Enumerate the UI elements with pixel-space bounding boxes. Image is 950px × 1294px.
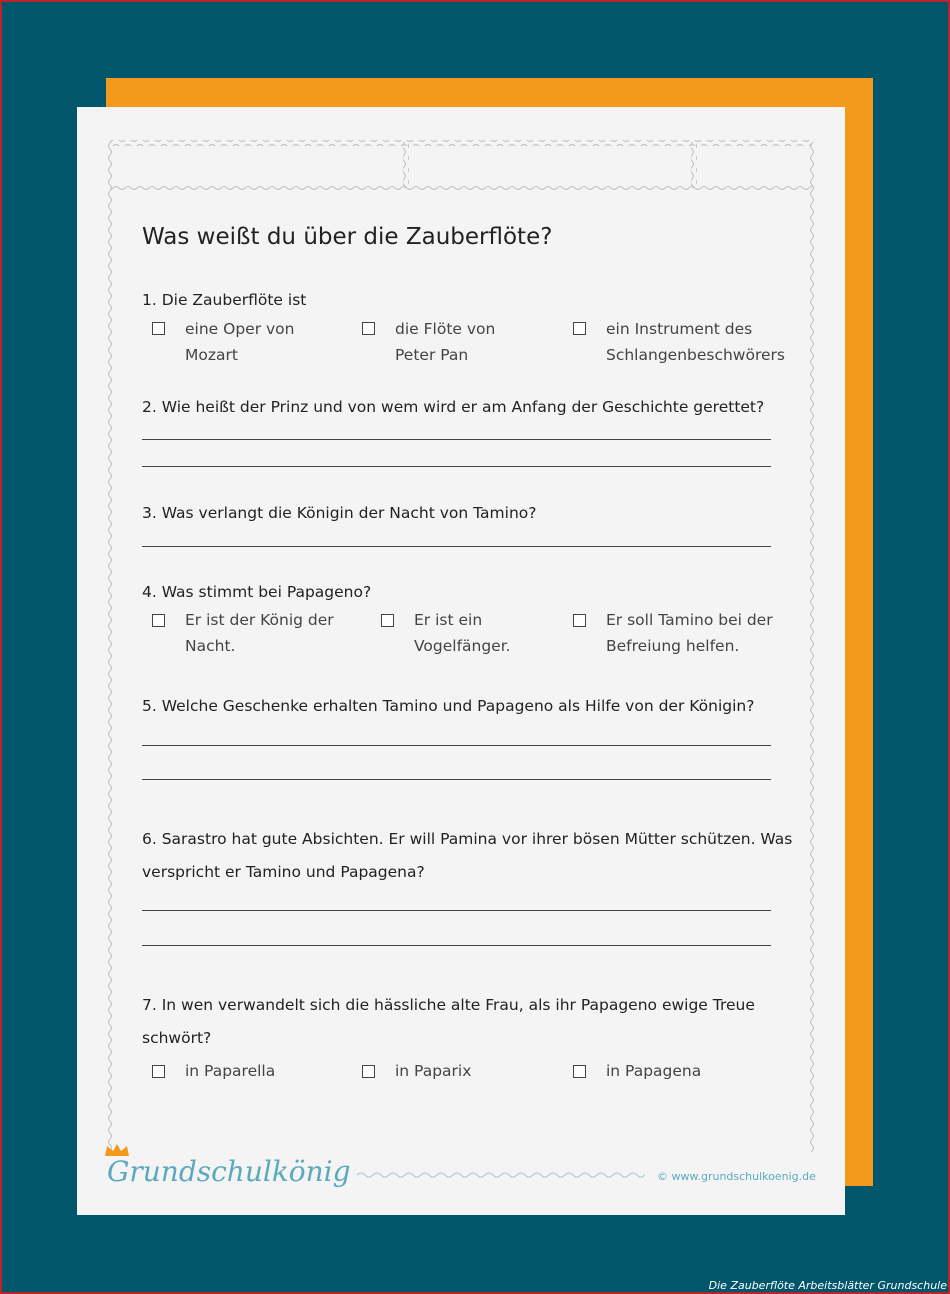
copyright-link[interactable]: © www.grundschulkoenig.de xyxy=(657,1170,816,1183)
checkbox-q7-option-3[interactable] xyxy=(573,1065,586,1078)
q4-option-2: Er ist ein Vogelfänger. xyxy=(414,611,511,655)
question-7: 7. In wen verwandelt sich die hässliche alte Frau, als ihr Papageno ewige Treue schwört? xyxy=(142,996,755,1047)
q4-option-3: Er soll Tamino bei der Befreiung helfen. xyxy=(606,611,773,655)
worksheet-title: Was weißt du über die Zauberflöte? xyxy=(142,224,553,250)
answer-line-q2-2[interactable] xyxy=(142,466,771,467)
question-2: 2. Wie heißt der Prinz und von wem wird er am Anfang der Geschichte gerettet? xyxy=(142,398,765,416)
question-6: 6. Sarastro hat gute Absichten. Er will Pamina vor ihrer bösen Mütter schützen. Was verspricht er Tamino und Papagena? xyxy=(142,830,793,881)
checkbox-q7-option-2[interactable] xyxy=(362,1065,375,1078)
checkbox-q7-option-1[interactable] xyxy=(152,1065,165,1078)
q1-option-1: eine Oper von Mozart xyxy=(185,320,295,364)
checkbox-q1-option-3[interactable] xyxy=(573,322,586,335)
q7-option-2: in Paparix xyxy=(395,1062,472,1080)
question-1: 1. Die Zauberflöte ist xyxy=(142,291,307,309)
answer-line-q5-2[interactable] xyxy=(142,779,771,780)
footer-wave-divider xyxy=(357,1170,649,1180)
worksheet xyxy=(77,107,845,1215)
answer-line-q2-1[interactable] xyxy=(142,439,771,440)
answer-line-q6-2[interactable] xyxy=(142,945,771,946)
question-3: 3. Was verlangt die Königin der Nacht von Tamino? xyxy=(142,504,537,522)
q1-option-3: ein Instrument des Schlangenbeschwörers xyxy=(606,320,785,364)
checkbox-q4-option-2[interactable] xyxy=(381,614,394,627)
checkbox-q1-option-1[interactable] xyxy=(152,322,165,335)
checkbox-q4-option-3[interactable] xyxy=(573,614,586,627)
answer-line-q3[interactable] xyxy=(142,546,771,547)
checkbox-q1-option-2[interactable] xyxy=(362,322,375,335)
checkbox-q4-option-1[interactable] xyxy=(152,614,165,627)
q7-option-3: in Papagena xyxy=(606,1062,702,1080)
answer-line-q5-1[interactable] xyxy=(142,745,771,746)
q4-option-1: Er ist der König der Nacht. xyxy=(185,611,334,655)
question-4: 4. Was stimmt bei Papageno? xyxy=(142,583,372,601)
question-5: 5. Welche Geschenke erhalten Tamino und Papageno als Hilfe von der Königin? xyxy=(142,697,755,715)
q1-option-2: die Flöte von Peter Pan xyxy=(395,320,496,364)
image-caption: Die Zauberflöte Arbeitsblätter Grundschule xyxy=(708,1279,947,1292)
q7-option-1: in Paparella xyxy=(185,1062,276,1080)
brand-logo: Grundschulkönig xyxy=(107,1155,351,1188)
answer-line-q6-1[interactable] xyxy=(142,910,771,911)
